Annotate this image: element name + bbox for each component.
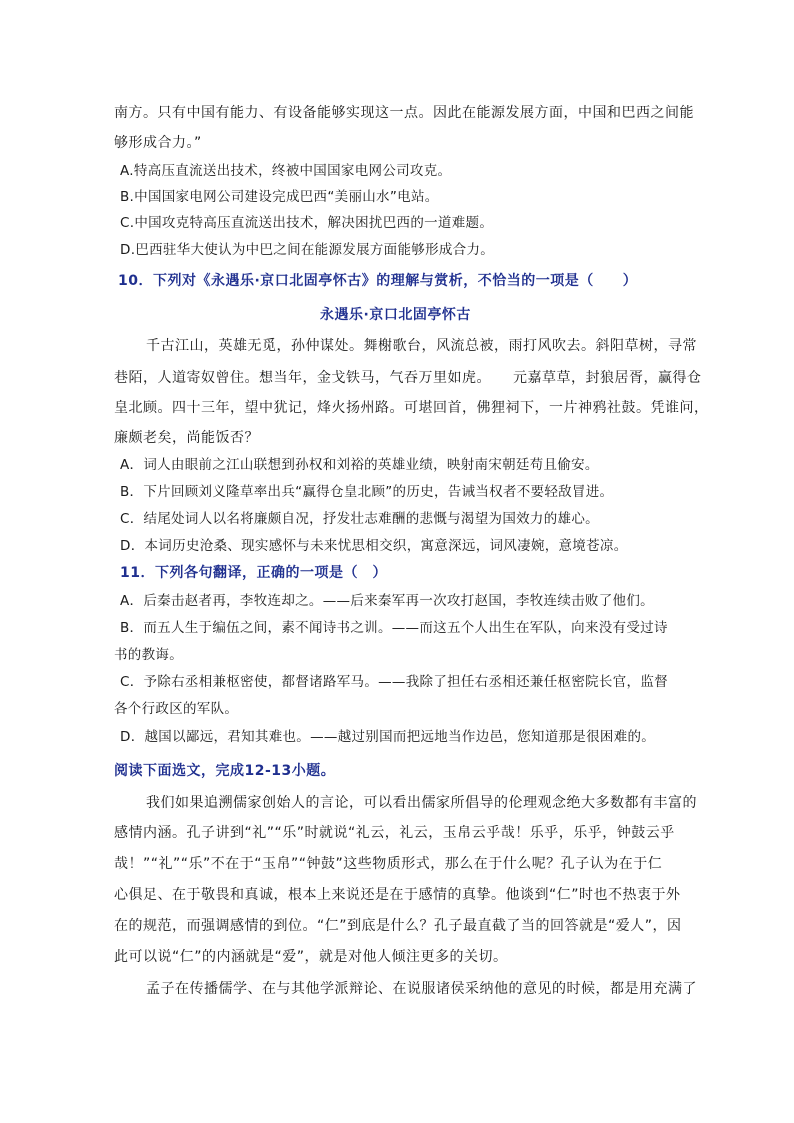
poem-line: 巷陌，人道寄奴曾住。想当年，金戈铁马，气吞万里如虎。 元嘉草草，封狼居胥，赢得仓 — [114, 370, 702, 386]
q10-option-a: A．词人由眼前之江山联想到孙权和刘裕的英雄业绩，映射南宋朝廷苟且偷安。 — [120, 457, 599, 473]
section-heading: 阅读下面选文，完成12-13小题。 — [114, 763, 336, 779]
poem-line: 廉颇老矣，尚能饭否？ — [114, 430, 259, 446]
q11-option-b-cont: 书的教诲。 — [114, 647, 183, 663]
poem-title: 永遇乐·京口北固亭怀古 — [320, 307, 471, 323]
q9-option-b: B.中国国家电网公司建设完成巴西“美丽山水”电站。 — [120, 189, 439, 205]
q11-option-c: C．予除右丞相兼枢密使，都督诸路军马。——我除了担任右丞相还兼任枢密院长官，监督 — [120, 674, 668, 690]
q11-stem: 11．下列各句翻译，正确的一项是（ ） — [120, 565, 387, 581]
passage-line: 南方。只有中国有能力、有设备能够实现这一点。因此在能源发展方面，中国和巴西之间能 — [114, 105, 694, 121]
poem-line: 皇北顾。四十三年，望中犹记，烽火扬州路。可堪回首，佛狸祠下，一片神鸦社鼓。凭谁问， — [114, 400, 709, 416]
poem-line: 千古江山，英雄无觅，孙仲谋处。舞榭歌台，风流总被，雨打风吹去。斜阳草树，寻常 — [146, 338, 697, 354]
q10-option-c: C．结尾处词人以名将廉颇自况，抒发壮志难酬的悲慨与渴望为国效力的雄心。 — [120, 511, 599, 527]
q11-option-a: A．后秦击赵者再，李牧连却之。——后来秦军再一次攻打赵国，李牧连续击败了他们。 — [120, 593, 654, 609]
essay-line: 孟子在传播儒学、在与其他学派辩论、在说服诸侯采纳他的意见的时候，都是用充满了 — [146, 981, 697, 997]
q9-option-d: D.巴西驻华大使认为中巴之间在能源发展方面能够形成合力。 — [120, 242, 495, 258]
q10-option-b: B．下片回顾刘义隆草率出兵“赢得仓皇北顾”的历史，告诫当权者不要轻敌冒进。 — [120, 484, 614, 500]
passage-line: 够形成合力。” — [114, 135, 202, 151]
q9-option-c: C.中国攻克特高压直流送出技术，解决困扰巴西的一道难题。 — [120, 215, 494, 231]
essay-line: 我们如果追溯儒家创始人的言论，可以看出儒家所倡导的伦理观念绝大多数都有丰富的 — [146, 795, 697, 811]
essay-line: 此可以说“仁”的内涵就是“爱”，就是对他人倾注更多的关切。 — [114, 949, 508, 965]
essay-line: 在的规范，而强调感情的到位。“仁”到底是什么？孔子最直截了当的回答就是“爱人”，因 — [114, 918, 682, 934]
q11-option-d: D．越国以鄙远，君知其难也。——越过别国而把远地当作边邑，您知道那是很困难的。 — [120, 729, 656, 745]
q10-option-d: D．本词历史沧桑、现实感怀与未来忧思相交织，寓意深远，词风凄婉，意境苍凉。 — [120, 538, 628, 554]
q10-stem: 10．下列对《永遇乐·京口北固亭怀古》的理解与赏析，不恰当的一项是（ ） — [118, 273, 638, 289]
q9-option-a: A.特高压直流送出技术，终被中国国家电网公司攻克。 — [120, 163, 452, 179]
essay-line: 哉！”“礼”“乐”不在于“玉帛”“钟鼓”这些物质形式，那么在于什么呢？孔子认为在于仁 — [114, 856, 663, 872]
essay-line: 感情内涵。孔子讲到“礼”“乐”时就说“礼云，礼云，玉帛云乎哉！乐乎，乐乎，钟鼓云乎 — [114, 825, 675, 841]
q11-option-b: B．而五人生于编伍之间，素不闻诗书之训。——而这五个人出生在军队，向来没有受过诗 — [120, 620, 668, 636]
q11-option-c-cont: 各个行政区的军队。 — [114, 701, 239, 717]
essay-line: 心俱足、在于敬畏和真诚，根本上来说还是在于感情的真挚。他谈到“仁”时也不热衷于外 — [114, 887, 681, 903]
